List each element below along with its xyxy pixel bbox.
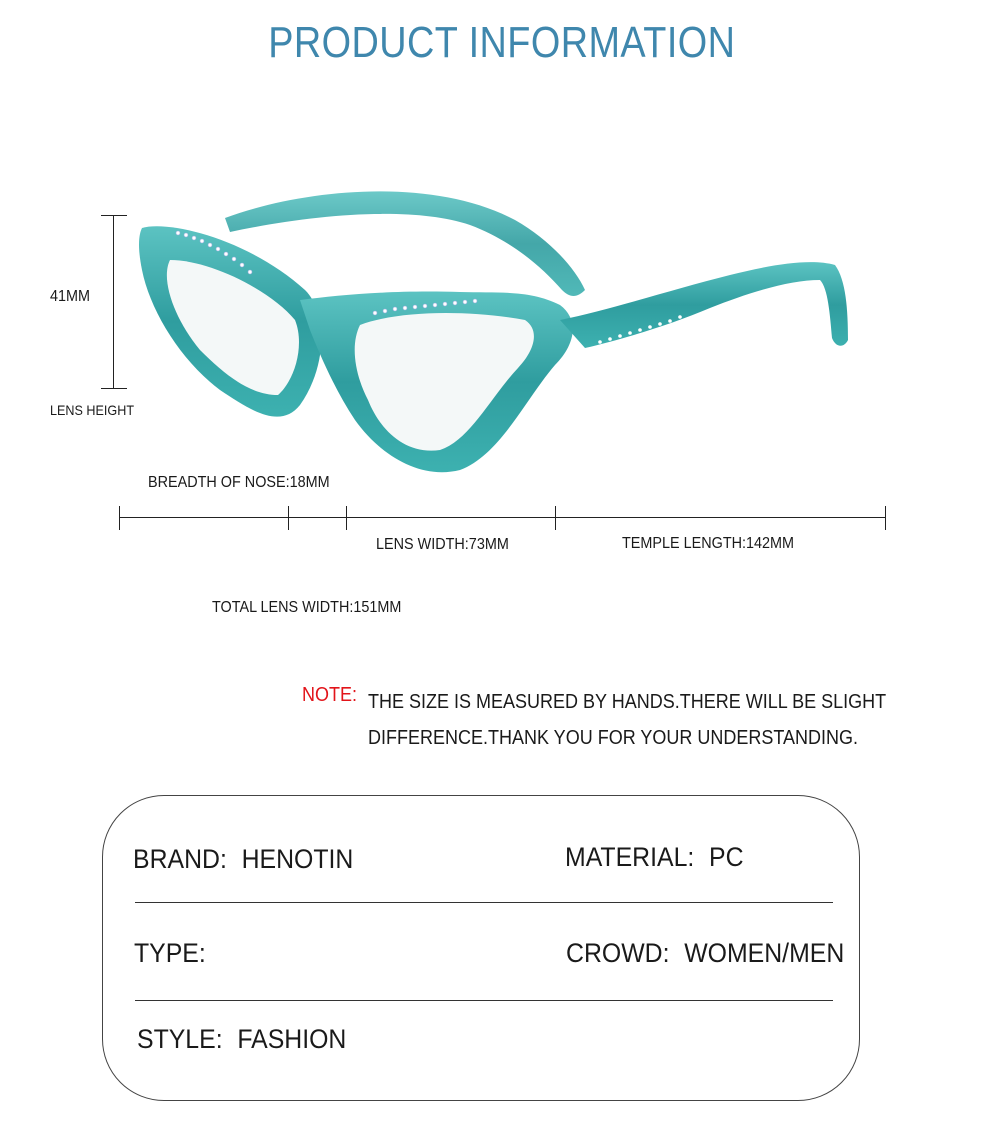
width-tick-2	[288, 506, 289, 530]
spec-style	[137, 1024, 346, 1055]
crowd-label: CROWD:	[566, 938, 670, 968]
lens-height-value: 41MM	[50, 288, 91, 305]
lens-width-label: LENS WIDTH:73MM	[376, 536, 509, 553]
total-lens-width-label: TOTAL LENS WIDTH:151MM	[212, 599, 402, 616]
lens-height-label: LENS HEIGHT	[50, 402, 135, 418]
material-label: MATERIAL:	[565, 842, 695, 872]
temple-length-label: TEMPLE LENGTH:142MM	[622, 535, 795, 552]
lens-height-ruler	[113, 215, 114, 389]
lens-height-tick-top	[101, 215, 127, 216]
width-ruler	[119, 517, 886, 518]
type-label: TYPE:	[134, 938, 206, 968]
note-label: NOTE:	[302, 684, 358, 706]
spec-divider-2	[135, 1000, 833, 1001]
style-value: FASHION	[237, 1024, 347, 1054]
nose-breadth-label: BREADTH OF NOSE:18MM	[148, 474, 330, 491]
note-text	[368, 684, 886, 756]
spec-table	[102, 795, 860, 1101]
brand-value: HENOTIN	[241, 844, 354, 874]
page-title: PRODUCT INFORMATION	[268, 18, 736, 67]
width-tick-3	[346, 506, 347, 530]
style-label: STYLE:	[137, 1024, 223, 1054]
spec-brand	[133, 844, 353, 875]
brand-label: BRAND:	[133, 844, 227, 874]
note-line-1: THE SIZE IS MEASURED BY HANDS.THERE WILL BE SLIGHT	[368, 691, 887, 713]
spec-material	[565, 842, 744, 873]
note-line-2: DIFFERENCE.THANK YOU FOR YOUR UNDERSTANDING.	[368, 727, 859, 749]
spec-divider-1	[135, 902, 833, 903]
spec-type	[134, 938, 221, 969]
width-tick-4	[555, 506, 556, 530]
material-value: PC	[709, 842, 744, 872]
eyeglasses-image	[130, 180, 860, 480]
width-tick-1	[119, 506, 120, 530]
spec-crowd	[566, 938, 844, 969]
crowd-value: WOMEN/MEN	[684, 938, 845, 968]
lens-height-tick-bottom	[101, 388, 127, 389]
width-tick-5	[885, 506, 886, 530]
